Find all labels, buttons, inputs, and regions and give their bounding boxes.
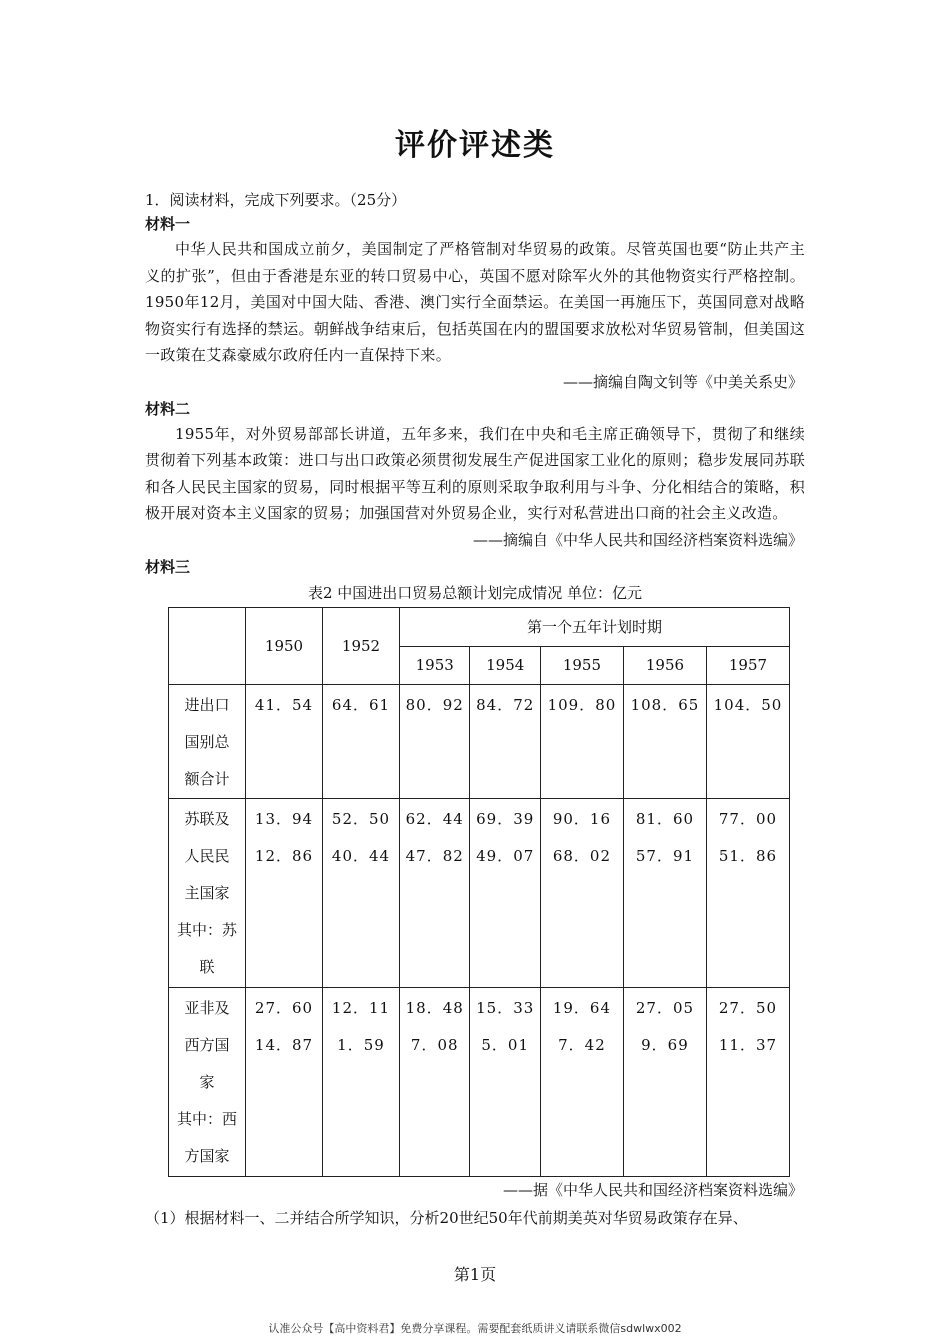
table-corner-cell bbox=[169, 607, 246, 684]
page-title: 评价评述类 bbox=[395, 128, 555, 163]
year-header: 1953 bbox=[400, 646, 470, 684]
table-cell: 27．05 9．69 bbox=[623, 987, 706, 1176]
material-2-label: 材料二 bbox=[145, 399, 191, 418]
table-cell: 109．80 bbox=[540, 684, 623, 798]
table-cell: 84．72 bbox=[470, 684, 540, 798]
year-header: 1952 bbox=[323, 607, 400, 684]
table-row bbox=[169, 798, 790, 987]
footer-note: 认准公众号【高中资料君】免费分享课程。需要配套纸质讲义请联系微信sdwlwx002 bbox=[268, 1322, 682, 1335]
table-source: ——据《中华人民共和国经济档案资料选编》 bbox=[502, 1180, 803, 1199]
table-cell: 80．92 bbox=[400, 684, 470, 798]
material-2-source: ——摘编自《中华人民共和国经济档案资料选编》 bbox=[472, 530, 803, 549]
material-1-text: 中华人民共和国成立前夕，美国制定了严格管制对华贸易的政策。尽管英国也要“防止共产主义的扩张”，但由于香港是东亚的转口贸易中心，英国不愿对除军火外的其他物资实行严格控制。1950年12月，美国对中国大陆、香港、澳门实行全面禁运。在美国一再施压下，英国同意对战略物资实行有选择的禁运。朝鲜战争结束后，包括英国在内的盟国要求放松对华贸易管制，但美国这一政策在艾森豪威尔政府任内一直保持下来。 bbox=[145, 240, 805, 364]
table-caption: 表2 中国进出口贸易总额计划完成情况 单位：亿元 bbox=[307, 583, 643, 602]
table-cell: 108．65 bbox=[623, 684, 706, 798]
table-cell: 69．39 49．07 bbox=[470, 798, 540, 987]
page-number: 第1页 bbox=[453, 1265, 497, 1284]
table-cell: 77．00 51．86 bbox=[706, 798, 789, 987]
material-1-source: ——摘编自陶文钊等《中美关系史》 bbox=[562, 372, 803, 391]
material-1-label: 材料一 bbox=[145, 215, 191, 233]
question-intro: 1．阅读材料，完成下列要求。（25分） bbox=[145, 191, 407, 209]
plan-header: 第一个五年计划时期 bbox=[400, 607, 790, 646]
table-cell: 13．94 12．86 bbox=[246, 798, 323, 987]
table-row bbox=[169, 684, 790, 798]
table-row bbox=[169, 987, 790, 1176]
year-header: 1956 bbox=[623, 646, 706, 684]
material-3-label: 材料三 bbox=[145, 557, 191, 576]
material-2-text: 1955年，对外贸易部部长讲道，五年多来，我们在中央和毛主席正确领导下，贯彻了和继续贯彻着下列基本政策：进口与出口政策必须贯彻发展生产促进国家工业化的原则；稳步发展同苏联和各人民民主国家的贸易，同时根据平等互利的原则采取争取利用与斗争、分化相结合的策略，积极开展对资本主义国家的贸易；加强国营对外贸易企业，实行对私营进出口商的社会主义改造。 bbox=[145, 424, 805, 522]
trade-table bbox=[168, 607, 790, 1177]
table-cell: 64．61 bbox=[323, 684, 400, 798]
row-category: 苏联及 人民民 主国家 其中：苏 联 bbox=[169, 798, 246, 987]
table-cell: 27．60 14．87 bbox=[246, 987, 323, 1176]
row-category: 进出口 国别总 额合计 bbox=[169, 684, 246, 798]
year-header: 1950 bbox=[246, 607, 323, 684]
question-content bbox=[145, 188, 805, 1231]
table-cell: 90．16 68．02 bbox=[540, 798, 623, 987]
table-header-row bbox=[169, 607, 790, 646]
sub-question-1: （1）根据材料一、二并结合所学知识，分析20世纪50年代前期美英对华贸易政策存在异、 bbox=[145, 1208, 748, 1227]
table-cell: 27．50 11．37 bbox=[706, 987, 789, 1176]
year-header: 1954 bbox=[470, 646, 540, 684]
table-cell: 41．54 bbox=[246, 684, 323, 798]
table-cell: 81．60 57．91 bbox=[623, 798, 706, 987]
table-cell: 18．48 7．08 bbox=[400, 987, 470, 1176]
table-cell: 52．50 40．44 bbox=[323, 798, 400, 987]
year-header: 1957 bbox=[706, 646, 789, 684]
year-header: 1955 bbox=[540, 646, 623, 684]
row-category: 亚非及 西方国 家 其中：西 方国家 bbox=[169, 987, 246, 1176]
table-cell: 104．50 bbox=[706, 684, 789, 798]
table-cell: 62．44 47．82 bbox=[400, 798, 470, 987]
table-cell: 15．33 5．01 bbox=[470, 987, 540, 1176]
table-cell: 19．64 7．42 bbox=[540, 987, 623, 1176]
table-cell: 12．11 1．59 bbox=[323, 987, 400, 1176]
